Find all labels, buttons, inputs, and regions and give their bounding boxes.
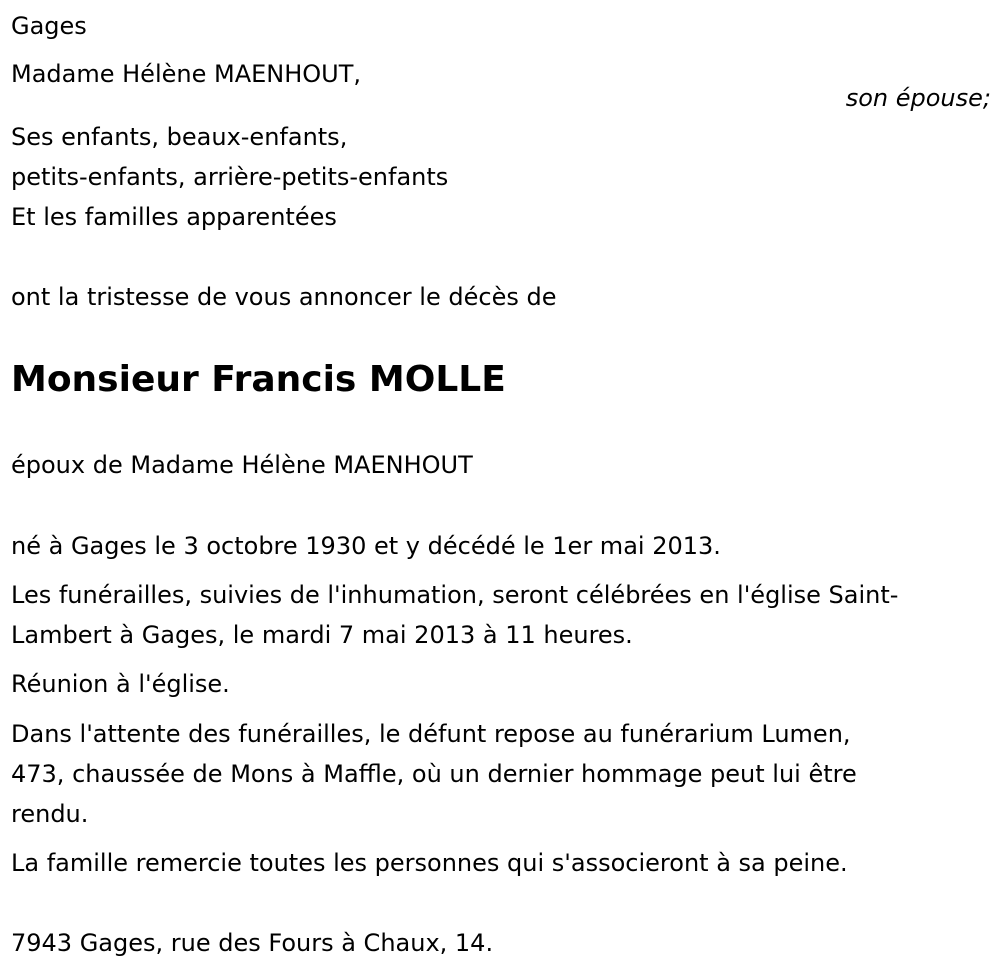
repose-line: rendu.: [11, 800, 89, 828]
funeral-line: Lambert à Gages, le mardi 7 mai 2013 à 11 heures.: [11, 621, 633, 649]
repose-line: Dans l'attente des funérailles, le défunt repose au funérarium Lumen,: [11, 720, 851, 748]
spouse-role: son épouse;: [845, 84, 991, 112]
meeting-text: Réunion à l'église.: [11, 670, 230, 698]
deceased-name: Monsieur Francis MOLLE: [11, 359, 506, 400]
family-line: petits-enfants, arrière-petits-enfants: [11, 163, 449, 191]
spouse-name: Madame Hélène MAENHOUT,: [11, 60, 362, 88]
repose-line: 473, chaussée de Mons à Maffle, où un dernier hommage peut lui être: [11, 760, 857, 788]
thanks-text: La famille remercie toutes les personnes qui s'associeront à sa peine.: [11, 849, 848, 877]
funeral-line: Les funérailles, suivies de l'inhumation, seront célébrées en l'église Saint-: [11, 581, 899, 609]
family-address: 7943 Gages, rue des Fours à Chaux, 14.: [11, 929, 494, 957]
spouse-relation: époux de Madame Hélène MAENHOUT: [11, 451, 473, 479]
birth-death-text: né à Gages le 3 octobre 1930 et y décédé le 1er mai 2013.: [11, 532, 721, 560]
family-line: Ses enfants, beaux-enfants,: [11, 123, 348, 151]
town-heading: Gages: [11, 12, 87, 40]
family-line: Et les familles apparentées: [11, 203, 337, 231]
announcement-text: ont la tristesse de vous annoncer le décès de: [11, 283, 557, 311]
